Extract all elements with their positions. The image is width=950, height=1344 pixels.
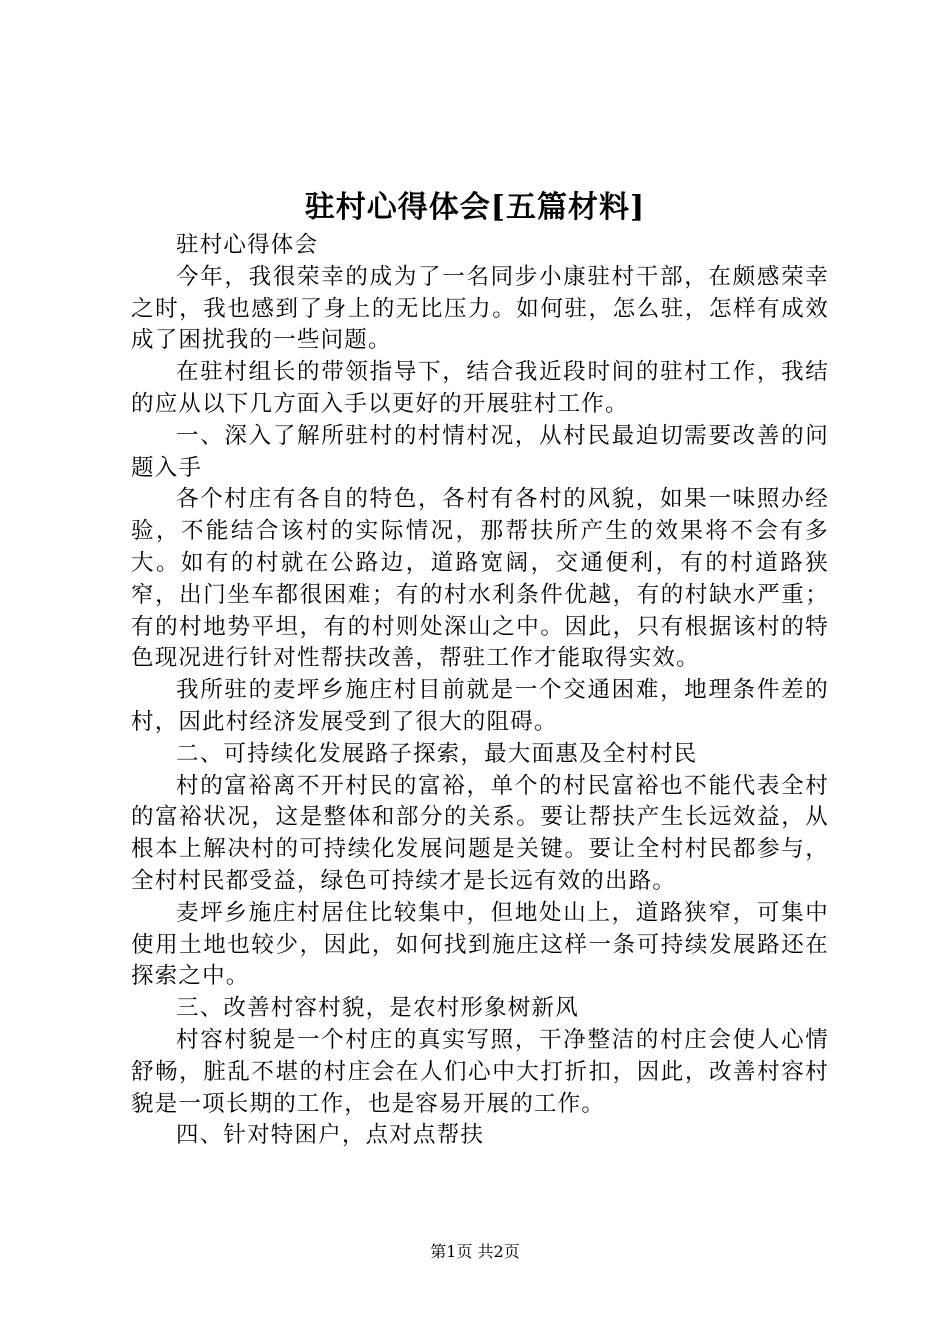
paragraph: 村的富裕离不开村民的富裕，单个的村民富裕也不能代表全村的富裕状况，这是整体和部分的关系。要让帮扶产生长远效益，从根本上解决村的可持续化发展问题是关键。要让全村村民都参与，全村村民都受益，绿色可持续才是长远有效的出路。 — [131, 772, 829, 894]
paragraph: 今年，我很荣幸的成为了一名同步小康驻村干部，在颇感荣幸之时，我也感到了身上的无比压力。如何驻，怎么驻，怎样有成效成了困扰我的一些问题。 — [131, 263, 829, 354]
section-heading-1: 一、深入了解所驻村的村情村况，从村民最迫切需要改善的问题入手 — [131, 422, 829, 481]
paragraph-subtitle: 驻村心得体会 — [176, 232, 319, 258]
paragraph: 麦坪乡施庄村居住比较集中，但地处山上，道路狭窄，可集中使用土地也较少，因此，如何找到施庄这样一条可持续发展路还在探索之中。 — [131, 899, 829, 990]
document-title: 驻村心得体会[五篇材料] — [304, 190, 646, 225]
paragraph: 在驻村组长的带领指导下，结合我近段时间的驻村工作，我结的应从以下几方面入手以更好的开展驻村工作。 — [131, 359, 829, 417]
paragraph: 我所驻的麦坪乡施庄村目前就是一个交通困难，地理条件差的村，因此村经济发展受到了很大的阻碍。 — [131, 677, 829, 735]
document-body — [131, 230, 829, 1152]
section-heading-4: 四、针对特困户，点对点帮扶 — [176, 1122, 485, 1149]
section-heading-3: 三、改善村容村貌，是农村形象树新风 — [176, 995, 579, 1022]
paragraph: 各个村庄有各自的特色，各村有各村的风貌，如果一味照办经验，不能结合该村的实际情况，那帮扶所产生的效果将不会有多大。如有的村就在公路边，道路宽阔，交通便利，有的村道路狭窄，出门坐车都很困难；有的村水利条件优越，有的村缺水严重；有的村地势平坦，有的村则处深山之中。因此，只有根据该村的特色现况进行针对性帮扶改善，帮驻工作才能取得实效。 — [131, 486, 829, 672]
page-footer: 第1页 共2页 — [430, 1242, 520, 1261]
paragraph: 村容村貌是一个村庄的真实写照，干净整洁的村庄会使人心情舒畅，脏乱不堪的村庄会在人们心中大打折扣，因此，改善村容村貌是一项长期的工作，也是容易开展的工作。 — [131, 1026, 829, 1117]
section-heading-2: 二、可持续化发展路子探索，最大面惠及全村村民 — [176, 740, 698, 767]
